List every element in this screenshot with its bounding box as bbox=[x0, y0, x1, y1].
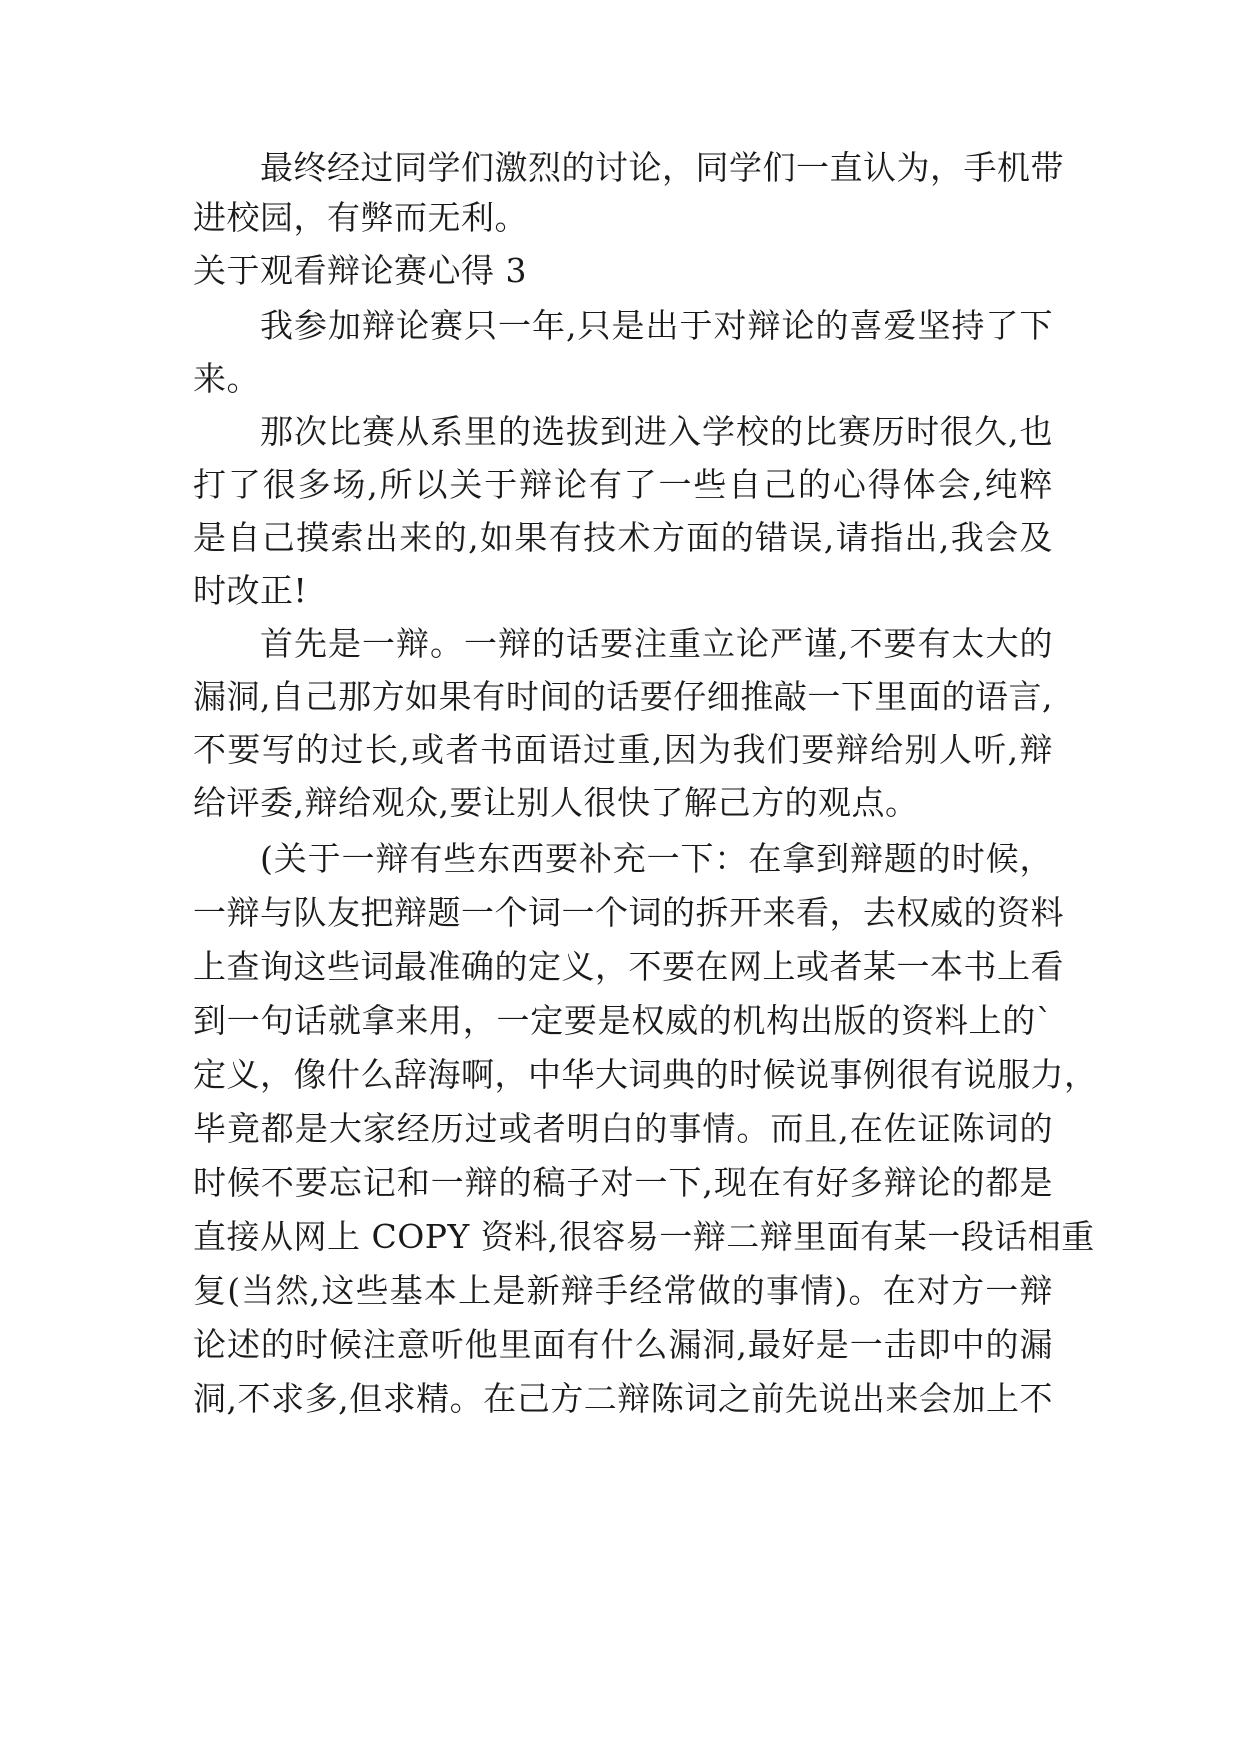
paragraph-line: 到一句话就拿来用，一定要是权威的机构出版的资料上的` bbox=[193, 1001, 1053, 1040]
paragraph-line: (关于一辩有些东西要补充一下：在拿到辩题的时候， bbox=[260, 839, 1053, 878]
paragraph-line: 一辩与队友把辩题一个词一个词的拆开来看，去权威的资料 bbox=[193, 893, 1064, 932]
paragraph-line: 最终经过同学们激烈的讨论，同学们一直认为，手机带 bbox=[260, 148, 1064, 187]
paragraph-line: 进校园，有弊而无利。 bbox=[193, 198, 528, 237]
paragraph-line: 毕竟都是大家经历过或者明白的事情。而且,在佐证陈词的 bbox=[193, 1109, 1053, 1148]
paragraph-line: 漏洞,自己那方如果有时间的话要仔细推敲一下里面的语言, bbox=[193, 677, 1053, 716]
paragraph-line: 洞,不求多,但求精。在己方二辩陈词之前先说出来会加上不 bbox=[193, 1379, 1053, 1418]
paragraph-line: 是自己摸索出来的,如果有技术方面的错误,请指出,我会及 bbox=[193, 518, 1053, 557]
paragraph-line: 论述的时候注意听他里面有什么漏洞,最好是一击即中的漏 bbox=[193, 1325, 1053, 1364]
paragraph-line: 上查询这些词最准确的定义，不要在网上或者某一本书上看 bbox=[193, 947, 1064, 986]
paragraph-line: 复(当然,这些基本上是新辩手经常做的事情)。在对方一辩 bbox=[193, 1271, 1053, 1310]
paragraph-line: 时候不要忘记和一辩的稿子对一下,现在有好多辩论的都是 bbox=[193, 1163, 1053, 1202]
paragraph-line: 首先是一辩。一辩的话要注重立论严谨,不要有太大的 bbox=[260, 624, 1053, 663]
paragraph-line: 那次比赛从系里的选拔到进入学校的比赛历时很久,也 bbox=[260, 412, 1053, 451]
paragraph-line: 定义，像什么辞海啊，中华大词典的时候说事例很有说服力， bbox=[193, 1055, 1098, 1094]
paragraph-line: 直接从网上 COPY 资料,很容易一辩二辩里面有某一段话相重 bbox=[193, 1217, 1095, 1256]
paragraph-line: 来。 bbox=[193, 359, 260, 398]
paragraph-line: 我参加辩论赛只一年,只是出于对辩论的喜爱坚持了下 bbox=[260, 306, 1053, 345]
paragraph-line: 给评委,辩给观众,要让别人很快了解己方的观点。 bbox=[193, 783, 919, 822]
paragraph-line: 不要写的过长,或者书面语过重,因为我们要辩给别人听,辩 bbox=[193, 730, 1053, 769]
section-heading: 关于观看辩论赛心得 3 bbox=[193, 251, 527, 290]
paragraph-line: 打了很多场,所以关于辩论有了一些自己的心得体会,纯粹 bbox=[193, 465, 1053, 504]
paragraph-line: 时改正! bbox=[193, 571, 308, 610]
